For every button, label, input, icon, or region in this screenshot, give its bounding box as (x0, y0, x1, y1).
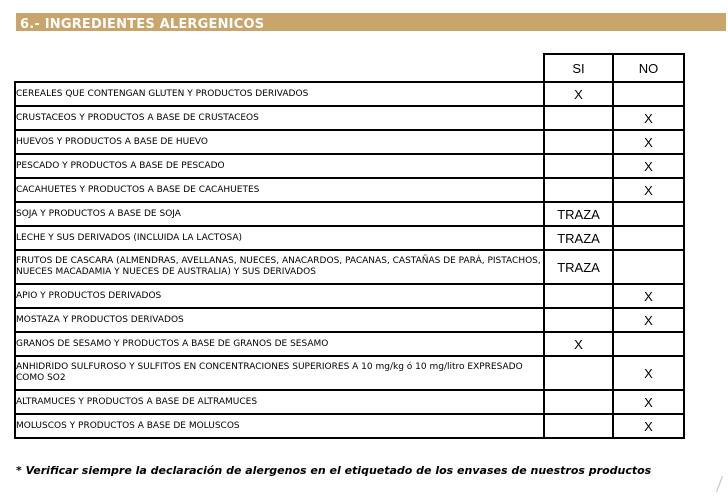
si-cell (544, 154, 613, 178)
no-cell: X (613, 356, 684, 390)
table-row (15, 332, 684, 356)
no-cell (613, 332, 684, 356)
no-cell: X (613, 308, 684, 332)
allergen-label: LECHE Y SUS DERIVADOS (INCLUIDA LA LACTOSA) (15, 226, 544, 250)
section-title: 6.- INGREDIENTES ALERGENICOS (20, 17, 265, 32)
si-cell (544, 178, 613, 202)
si-cell (544, 414, 613, 438)
table-row (15, 82, 684, 106)
allergen-label: ALTRAMUCES Y PRODUCTOS A BASE DE ALTRAMUCES (15, 390, 544, 414)
allergen-label: SOJA Y PRODUCTOS A BASE DE SOJA (15, 202, 544, 226)
si-cell: X (544, 332, 613, 356)
allergen-label: MOLUSCOS Y PRODUCTOS A BASE DE MOLUSCOS (15, 414, 544, 438)
no-cell: X (613, 106, 684, 130)
si-cell: X (544, 82, 613, 106)
allergen-label: MOSTAZA Y PRODUCTOS DERIVADOS (15, 308, 544, 332)
table-row (15, 390, 684, 414)
allergen-label: HUEVOS Y PRODUCTOS A BASE DE HUEVO (15, 130, 544, 154)
allergen-label: CACAHUETES Y PRODUCTOS A BASE DE CACAHUETES (15, 178, 544, 202)
table-row (15, 106, 684, 130)
allergen-label: FRUTOS DE CASCARA (ALMENDRAS, AVELLANAS, NUECES, ANACARDOS, PACANAS, CASTAÑAS DE PARÁ, PISTACHOS, NUECES MACADAMIA Y NUECES DE AUSTRALIA) Y SUS DERIVADOS (15, 250, 544, 284)
section-header (16, 13, 726, 31)
table-row (15, 308, 684, 332)
allergen-label: CRUSTACEOS Y PRODUCTOS A BASE DE CRUSTACEOS (15, 106, 544, 130)
column-header-no: NO (613, 54, 684, 82)
no-cell: X (613, 178, 684, 202)
allergen-label: PESCADO Y PRODUCTOS A BASE DE PESCADO (15, 154, 544, 178)
si-cell (544, 284, 613, 308)
table-row (15, 202, 684, 226)
table-row (15, 356, 684, 390)
table-header-row (15, 54, 684, 82)
si-cell: TRAZA (544, 226, 613, 250)
table-row (15, 226, 684, 250)
no-cell (613, 226, 684, 250)
table-row (15, 154, 684, 178)
si-cell (544, 308, 613, 332)
no-cell: X (613, 390, 684, 414)
allergen-label: GRANOS DE SESAMO Y PRODUCTOS A BASE DE GRANOS DE SESAMO (15, 332, 544, 356)
si-cell: TRAZA (544, 202, 613, 226)
si-cell (544, 356, 613, 390)
no-cell: X (613, 154, 684, 178)
page-corner-mark (716, 476, 728, 492)
table-row (15, 130, 684, 154)
table-row (15, 178, 684, 202)
allergen-label: CEREALES QUE CONTENGAN GLUTEN Y PRODUCTOS DERIVADOS (15, 82, 544, 106)
column-header-si: SI (544, 54, 613, 82)
allergen-label: ANHIDRIDO SULFUROSO Y SULFITOS EN CONCENTRACIONES SUPERIORES A 10 mg/kg ó 10 mg/litro EXPRESADO COMO SO2 (15, 356, 544, 390)
allergen-label: APIO Y PRODUCTOS DERIVADOS (15, 284, 544, 308)
no-cell: X (613, 130, 684, 154)
table-row (15, 250, 684, 284)
si-cell: TRAZA (544, 250, 613, 284)
table-header-blank (15, 54, 544, 82)
no-cell: X (613, 284, 684, 308)
allergen-table (14, 53, 685, 439)
no-cell: X (613, 414, 684, 438)
si-cell (544, 130, 613, 154)
si-cell (544, 106, 613, 130)
footnote: * Verificar siempre la declaración de alergenos en el etiquetado de los envases de nuestros productos (16, 464, 652, 477)
no-cell (613, 202, 684, 226)
no-cell (613, 250, 684, 284)
table-row (15, 414, 684, 438)
no-cell (613, 82, 684, 106)
si-cell (544, 390, 613, 414)
table-row (15, 284, 684, 308)
